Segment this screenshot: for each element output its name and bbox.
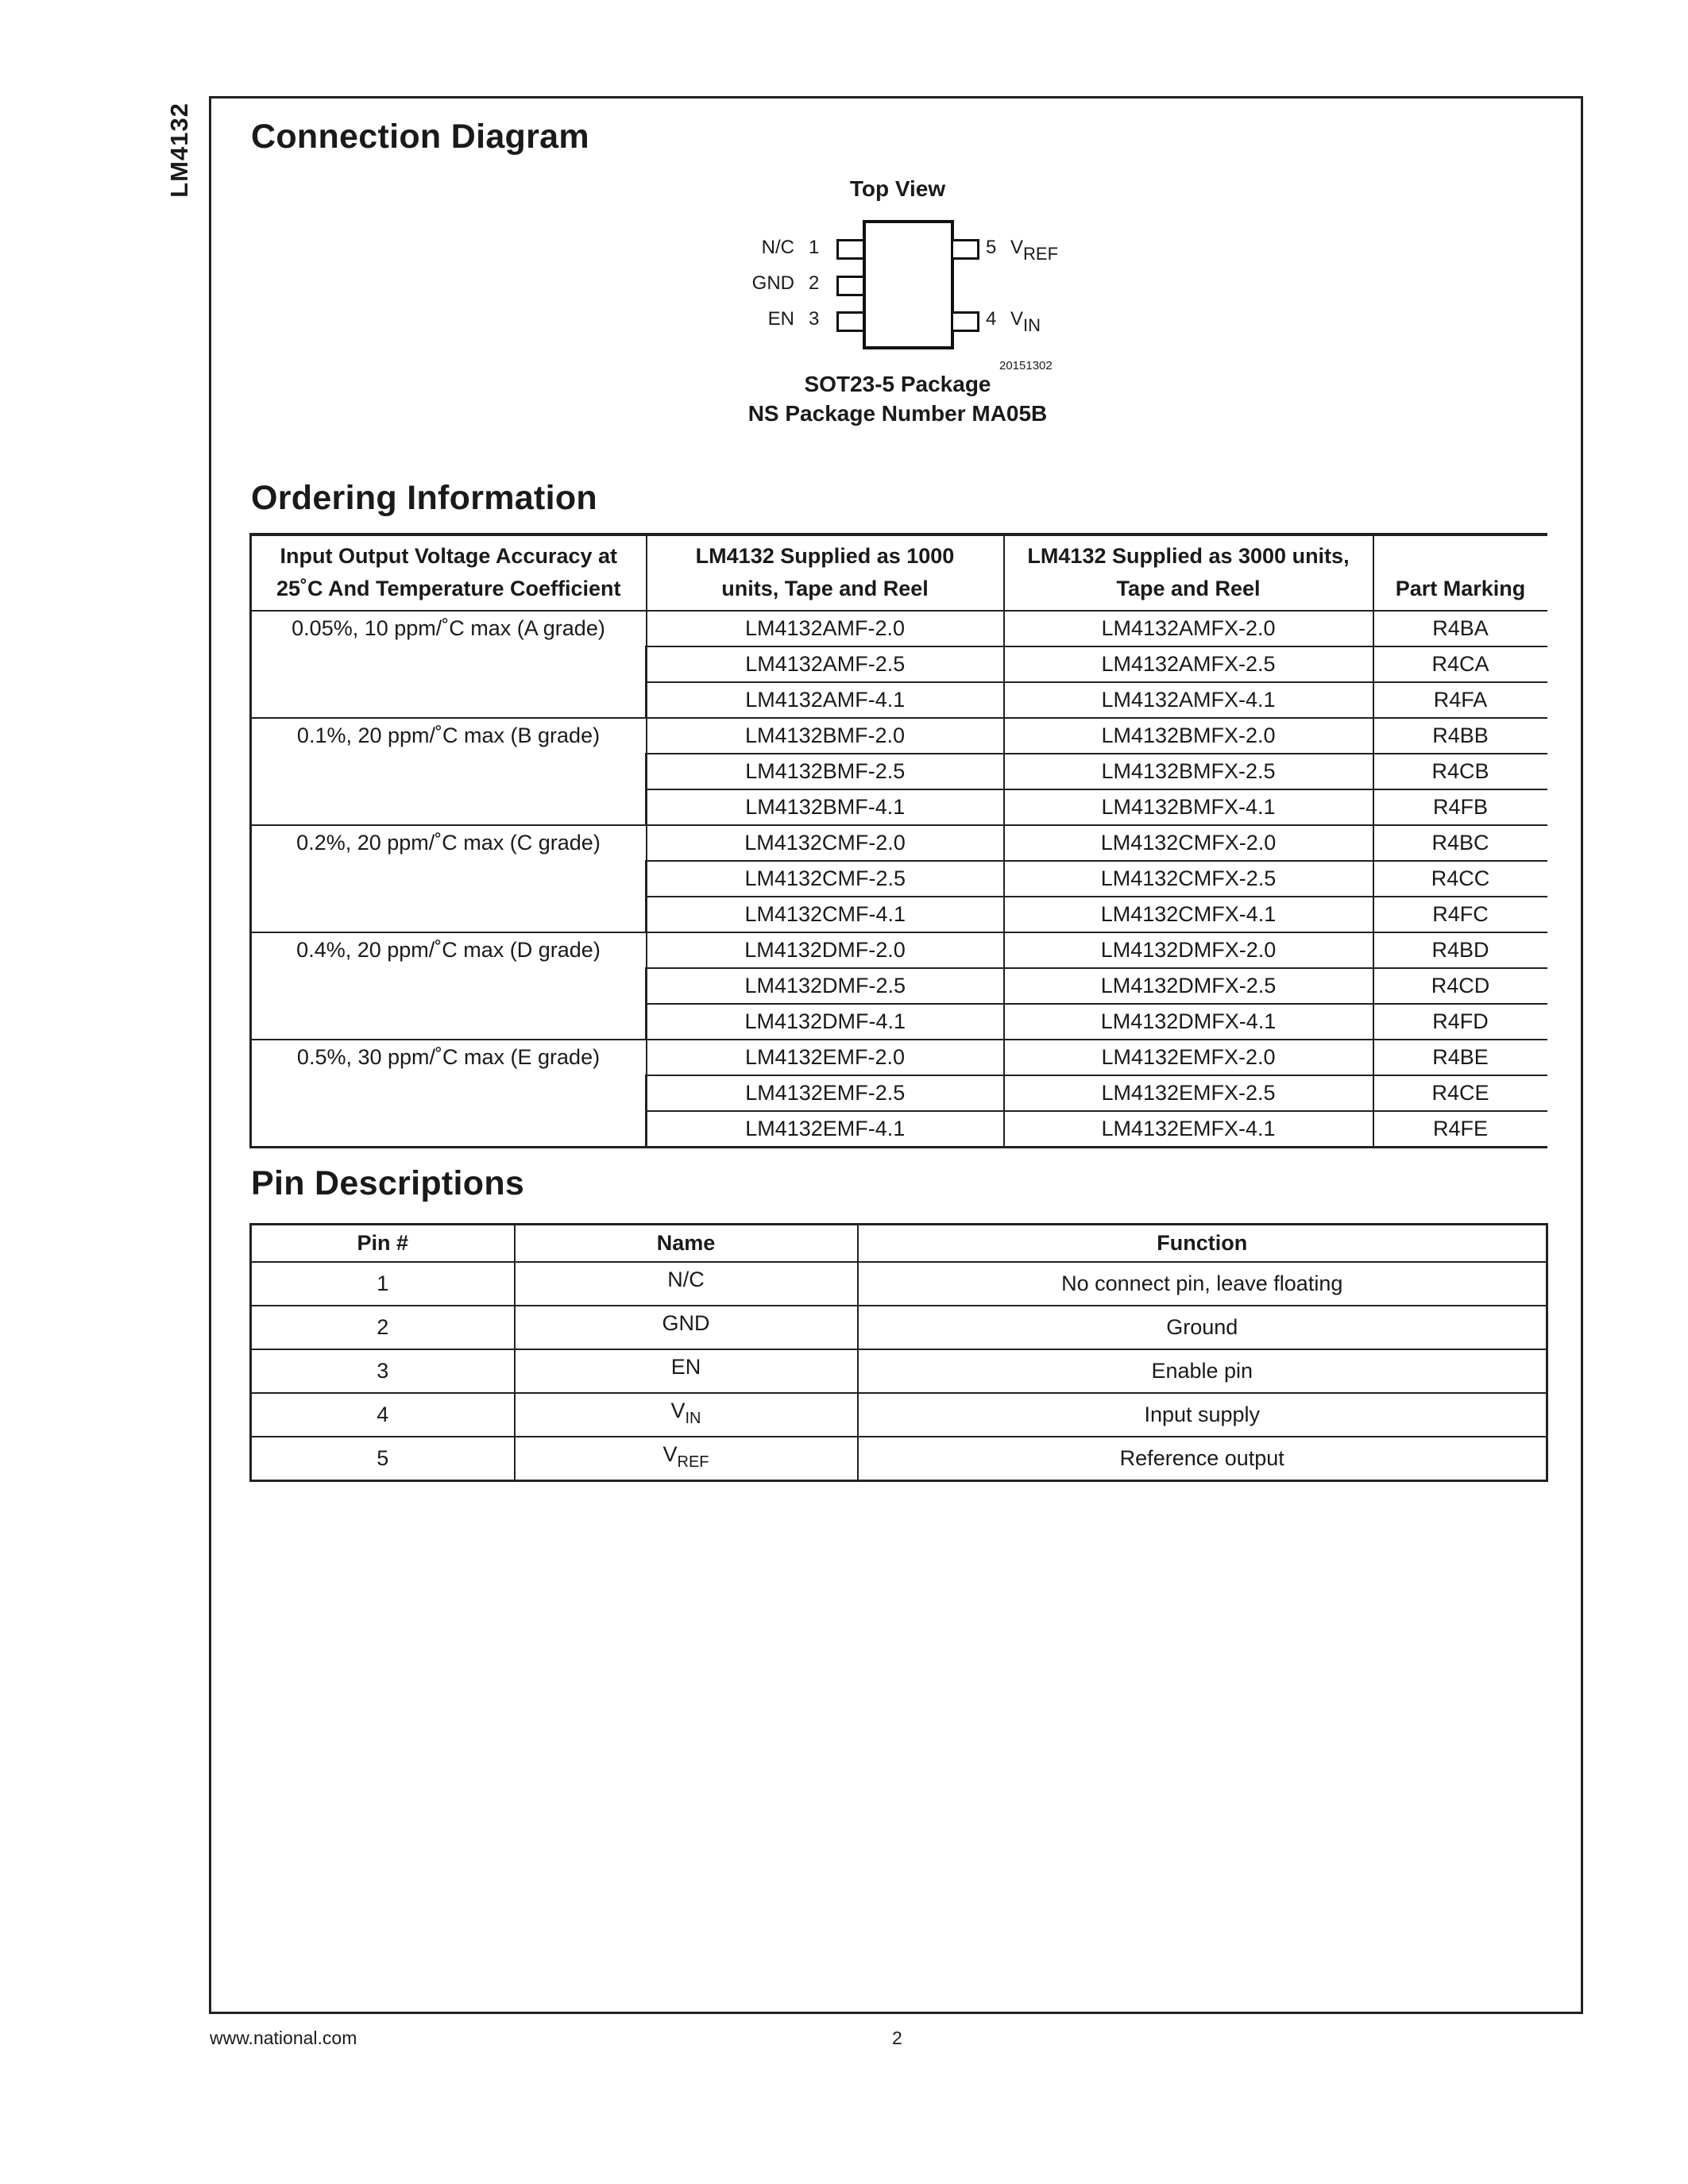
pin-4-number: 4 [986, 308, 997, 330]
pin-lead-4 [951, 311, 979, 332]
pin-3-number: 3 [809, 308, 820, 330]
table-row [251, 1262, 1547, 1306]
part-1000-cell: LM4132CMF-4.1 [647, 897, 1004, 932]
table-row [251, 825, 1547, 861]
part-3000-cell: LM4132AMFX-2.5 [1004, 646, 1373, 682]
header-accuracy-line2: 25˚C And Temperature Coefficient [276, 577, 621, 600]
pin-lead-1 [836, 239, 865, 260]
part-marking-cell: R4CB [1373, 754, 1547, 789]
pin-function-cell: Input supply [858, 1393, 1547, 1437]
pin-number-cell: 5 [251, 1437, 515, 1481]
part-1000-cell: LM4132AMF-2.0 [647, 611, 1004, 646]
header-accuracy [251, 534, 647, 611]
pin-5-name-main: V [1010, 237, 1024, 258]
pin-name-main: V [670, 1399, 686, 1422]
part-1000-cell: LM4132CMF-2.0 [647, 825, 1004, 861]
ordering-table [249, 533, 1547, 1148]
part-marking-cell: R4CD [1373, 968, 1547, 1004]
pin-function-cell: Enable pin [858, 1349, 1547, 1393]
part-marking-cell: R4FE [1373, 1111, 1547, 1148]
table-row [251, 1349, 1547, 1393]
part-3000-cell: LM4132BMFX-4.1 [1004, 789, 1373, 825]
part-3000-cell: LM4132AMFX-4.1 [1004, 682, 1373, 718]
side-part-number-text: LM4132 [165, 102, 194, 198]
header-pin-number: Pin # [251, 1225, 515, 1263]
part-3000-cell: LM4132EMFX-2.0 [1004, 1040, 1373, 1075]
part-1000-cell: LM4132BMF-4.1 [647, 789, 1004, 825]
pin-name-cell [515, 1437, 858, 1481]
pin-4-name-sub: IN [1023, 315, 1041, 335]
header-1000-line1: LM4132 Supplied as 1000 [695, 544, 955, 568]
part-marking-cell: R4BB [1373, 718, 1547, 754]
pin-function-cell: Reference output [858, 1437, 1547, 1481]
pin-lead-2 [836, 276, 865, 296]
part-marking-cell: R4CA [1373, 646, 1547, 682]
side-part-number [164, 97, 195, 203]
table-row [251, 1437, 1547, 1481]
pin-name-sub: IN [685, 1410, 701, 1427]
pin-name-cell [515, 1262, 858, 1306]
part-3000-cell: LM4132BMFX-2.0 [1004, 718, 1373, 754]
pin-name-main: V [662, 1442, 678, 1466]
grade-cell: 0.1%, 20 ppm/˚C max (B grade) [251, 718, 647, 825]
part-marking-cell: R4CE [1373, 1075, 1547, 1111]
pin-5-name-sub: REF [1023, 244, 1059, 264]
grade-cell: 0.5%, 30 ppm/˚C max (E grade) [251, 1040, 647, 1148]
header-3000-line2: Tape and Reel [1116, 577, 1261, 600]
part-1000-cell: LM4132EMF-4.1 [647, 1111, 1004, 1148]
pin-name-main: GND [662, 1311, 710, 1335]
footer-page-number: 2 [892, 2028, 902, 2048]
header-function: Function [858, 1225, 1547, 1263]
grade-cell: 0.05%, 10 ppm/˚C max (A grade) [251, 611, 647, 718]
part-3000-cell: LM4132CMFX-4.1 [1004, 897, 1373, 932]
pin-2-number: 2 [809, 272, 820, 294]
part-marking-cell: R4FC [1373, 897, 1547, 932]
table-row [251, 718, 1547, 754]
part-3000-cell: LM4132CMFX-2.5 [1004, 861, 1373, 897]
part-1000-cell: LM4132AMF-4.1 [647, 682, 1004, 718]
pin-3-name: EN [767, 308, 794, 330]
pin-lead-3 [836, 311, 865, 332]
part-3000-cell: LM4132CMFX-2.0 [1004, 825, 1373, 861]
pin-1-name: N/C [761, 237, 794, 258]
part-marking-cell: R4FA [1373, 682, 1547, 718]
table-row [251, 1393, 1547, 1437]
header-name: Name [515, 1225, 858, 1263]
table-row [251, 1306, 1547, 1349]
part-marking-cell: R4CC [1373, 861, 1547, 897]
table-row [251, 611, 1547, 646]
pin-function-cell: Ground [858, 1306, 1547, 1349]
part-marking-cell: R4BC [1373, 825, 1547, 861]
part-1000-cell: LM4132EMF-2.0 [647, 1040, 1004, 1075]
part-1000-cell: LM4132CMF-2.5 [647, 861, 1004, 897]
pin-header-row [251, 1225, 1547, 1263]
pin-number-cell: 1 [251, 1262, 515, 1306]
top-view-label: Top View [849, 176, 946, 201]
figure-number: 20151302 [999, 359, 1053, 372]
header-3000-units [1004, 534, 1373, 611]
pin-1-number: 1 [809, 237, 820, 258]
part-3000-cell: LM4132EMFX-4.1 [1004, 1111, 1373, 1148]
pin-name-main: EN [670, 1355, 701, 1379]
ordering-header-row [251, 534, 1547, 611]
part-1000-cell: LM4132AMF-2.5 [647, 646, 1004, 682]
part-1000-cell: LM4132EMF-2.5 [647, 1075, 1004, 1111]
ordering-information-heading: Ordering Information [251, 479, 597, 517]
part-1000-cell: LM4132DMF-2.0 [647, 932, 1004, 968]
part-3000-cell: LM4132DMFX-2.5 [1004, 968, 1373, 1004]
table-row [251, 1040, 1547, 1075]
package-number: NS Package Number MA05B [747, 401, 1048, 426]
part-marking-cell: R4BD [1373, 932, 1547, 968]
part-marking-cell: R4FB [1373, 789, 1547, 825]
pin-descriptions-heading: Pin Descriptions [251, 1164, 525, 1202]
part-3000-cell: LM4132BMFX-2.5 [1004, 754, 1373, 789]
part-1000-cell: LM4132DMF-2.5 [647, 968, 1004, 1004]
sot23-chip-body [863, 220, 954, 349]
part-3000-cell: LM4132AMFX-2.0 [1004, 611, 1373, 646]
part-1000-cell: LM4132BMF-2.5 [647, 754, 1004, 789]
connection-diagram-heading: Connection Diagram [251, 118, 589, 156]
header-1000-line2: units, Tape and Reel [721, 577, 929, 600]
part-marking-cell: R4FD [1373, 1004, 1547, 1040]
part-1000-cell: LM4132DMF-4.1 [647, 1004, 1004, 1040]
header-part-marking: Part Marking [1373, 534, 1547, 611]
footer-website: www.national.com [210, 2028, 357, 2048]
part-1000-cell: LM4132BMF-2.0 [647, 718, 1004, 754]
pin-function-cell: No connect pin, leave floating [858, 1262, 1547, 1306]
pin-table [249, 1223, 1548, 1482]
pin-4-name [1010, 308, 1041, 336]
pin-name-cell [515, 1349, 858, 1393]
pin-2-name: GND [751, 272, 794, 294]
part-3000-cell: LM4132DMFX-4.1 [1004, 1004, 1373, 1040]
pin-lead-5 [951, 239, 979, 260]
header-accuracy-line1: Input Output Voltage Accuracy at [280, 544, 618, 568]
table-row [251, 932, 1547, 968]
pin-number-cell: 3 [251, 1349, 515, 1393]
header-3000-line1: LM4132 Supplied as 3000 units, [1027, 544, 1350, 568]
pin-number-cell: 4 [251, 1393, 515, 1437]
pin-name-sub: REF [677, 1453, 709, 1471]
grade-cell: 0.2%, 20 ppm/˚C max (C grade) [251, 825, 647, 932]
header-1000-units [647, 534, 1004, 611]
pin-4-name-main: V [1010, 308, 1024, 330]
part-3000-cell: LM4132EMFX-2.5 [1004, 1075, 1373, 1111]
pin-5-number: 5 [986, 237, 997, 258]
pin-name-main: N/C [667, 1268, 705, 1291]
pin-name-cell [515, 1306, 858, 1349]
package-name: SOT23-5 Package [804, 372, 991, 396]
pin-name-cell [515, 1393, 858, 1437]
part-marking-cell: R4BE [1373, 1040, 1547, 1075]
pin-5-name [1010, 237, 1058, 264]
part-marking-cell: R4BA [1373, 611, 1547, 646]
part-3000-cell: LM4132DMFX-2.0 [1004, 932, 1373, 968]
grade-cell: 0.4%, 20 ppm/˚C max (D grade) [251, 932, 647, 1040]
pin-number-cell: 2 [251, 1306, 515, 1349]
